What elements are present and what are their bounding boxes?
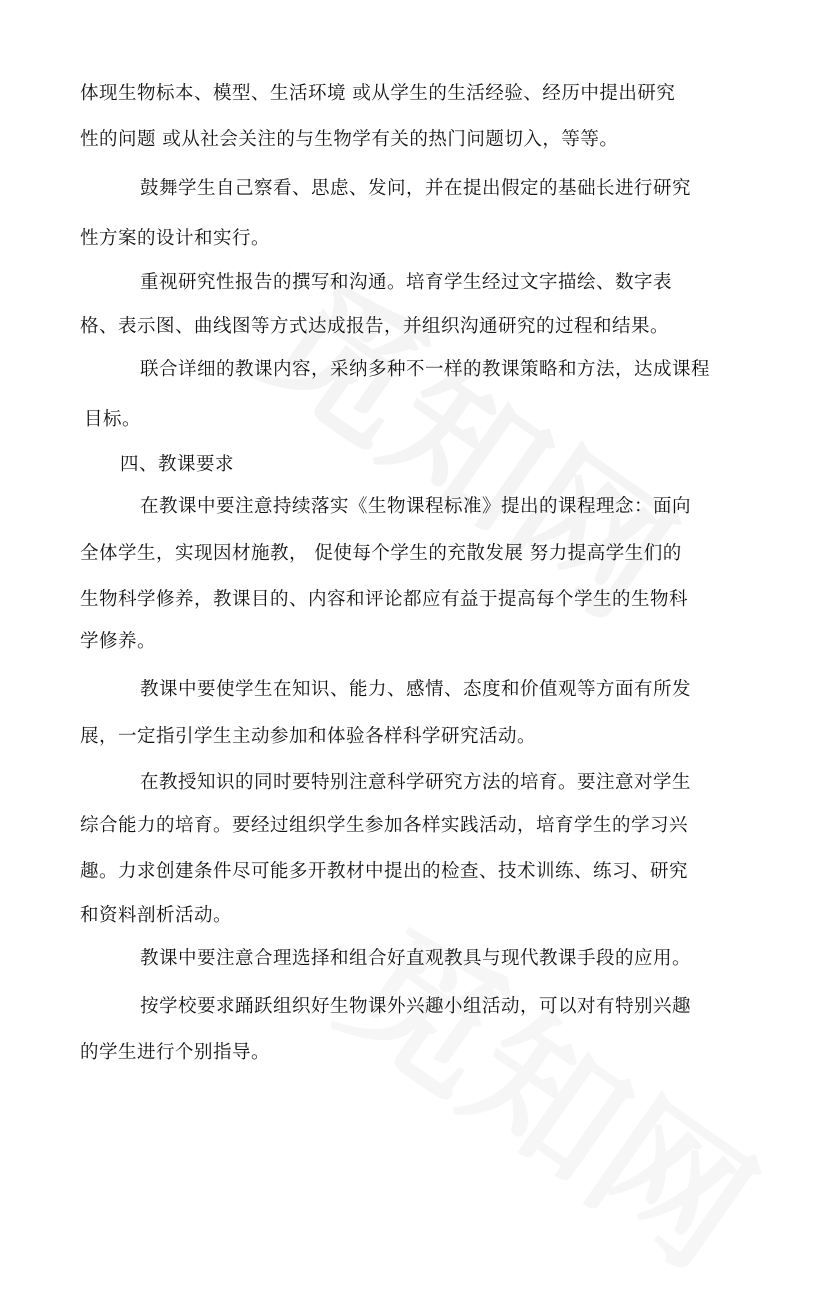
section-heading: 四、教课要求 [120,454,235,475]
body-line: 目标。 [84,409,142,430]
body-line: 展，一定指引学生主动参加和体验各样科学研究活动。 [80,726,537,747]
body-line: 学修养。 [80,631,157,652]
body-line: 按学校要求踊跃组织好生物课外兴趣小组活动，可以对有特别兴趣 [140,996,692,1017]
body-line: 鼓舞学生自己察看、思虑、发问，并在提出假定的基础长进行研究 [140,178,692,199]
body-line: 教课中要使学生在知识、能力、感情、态度和价值观等方面有所发 [140,679,692,700]
watermark [309,870,802,1305]
body-line: 联合详细的教课内容，采纳多种不一样的教课策略和方法，达成课程 [140,359,711,380]
body-line: 格、表示图、曲线图等方式达成报告，并组织沟通研究的过程和结果。 [80,316,670,337]
body-line: 教课中要注意合理选择和组合好直观教具与现代教课手段的应用。 [140,948,692,969]
body-line: 的学生进行个别指导。 [80,1042,271,1063]
body-line: 全体学生，实现因材施教， 促使每个学生的充散发展 努力提高学生们的 [80,543,682,564]
body-line: 在教课中要注意持续落实《生物课程标准》提出的课程理念：面向 [140,496,692,517]
body-line: 和资料剖析活动。 [80,905,233,926]
body-line: 综合能力的培育。要经过组织学生参加各样实践活动，培育学生的学习兴 [80,815,689,836]
body-line: 趣。力求创建条件尽可能多开教材中提出的检查、技术训练、练习、研究 [80,861,689,882]
body-line: 重视研究性报告的撰写和沟通。培育学生经过文字描绘、数字表 [140,272,673,293]
body-line: 性的问题 或从社会关注的与生物学有关的热门问题切入，等等。 [80,129,619,150]
body-line: 生物科学修养，教课目的、内容和评论都应有益于提高每个学生的生物科 [80,589,689,610]
body-line: 在教授知识的同时要特别注意科学研究方法的培育。要注意对学生 [140,772,692,793]
body-line: 性方案的设计和实行。 [80,228,271,249]
body-line: 体现生物标本、模型、生活环境 或从学生的生活经验、经历中提出研究 [80,83,676,104]
